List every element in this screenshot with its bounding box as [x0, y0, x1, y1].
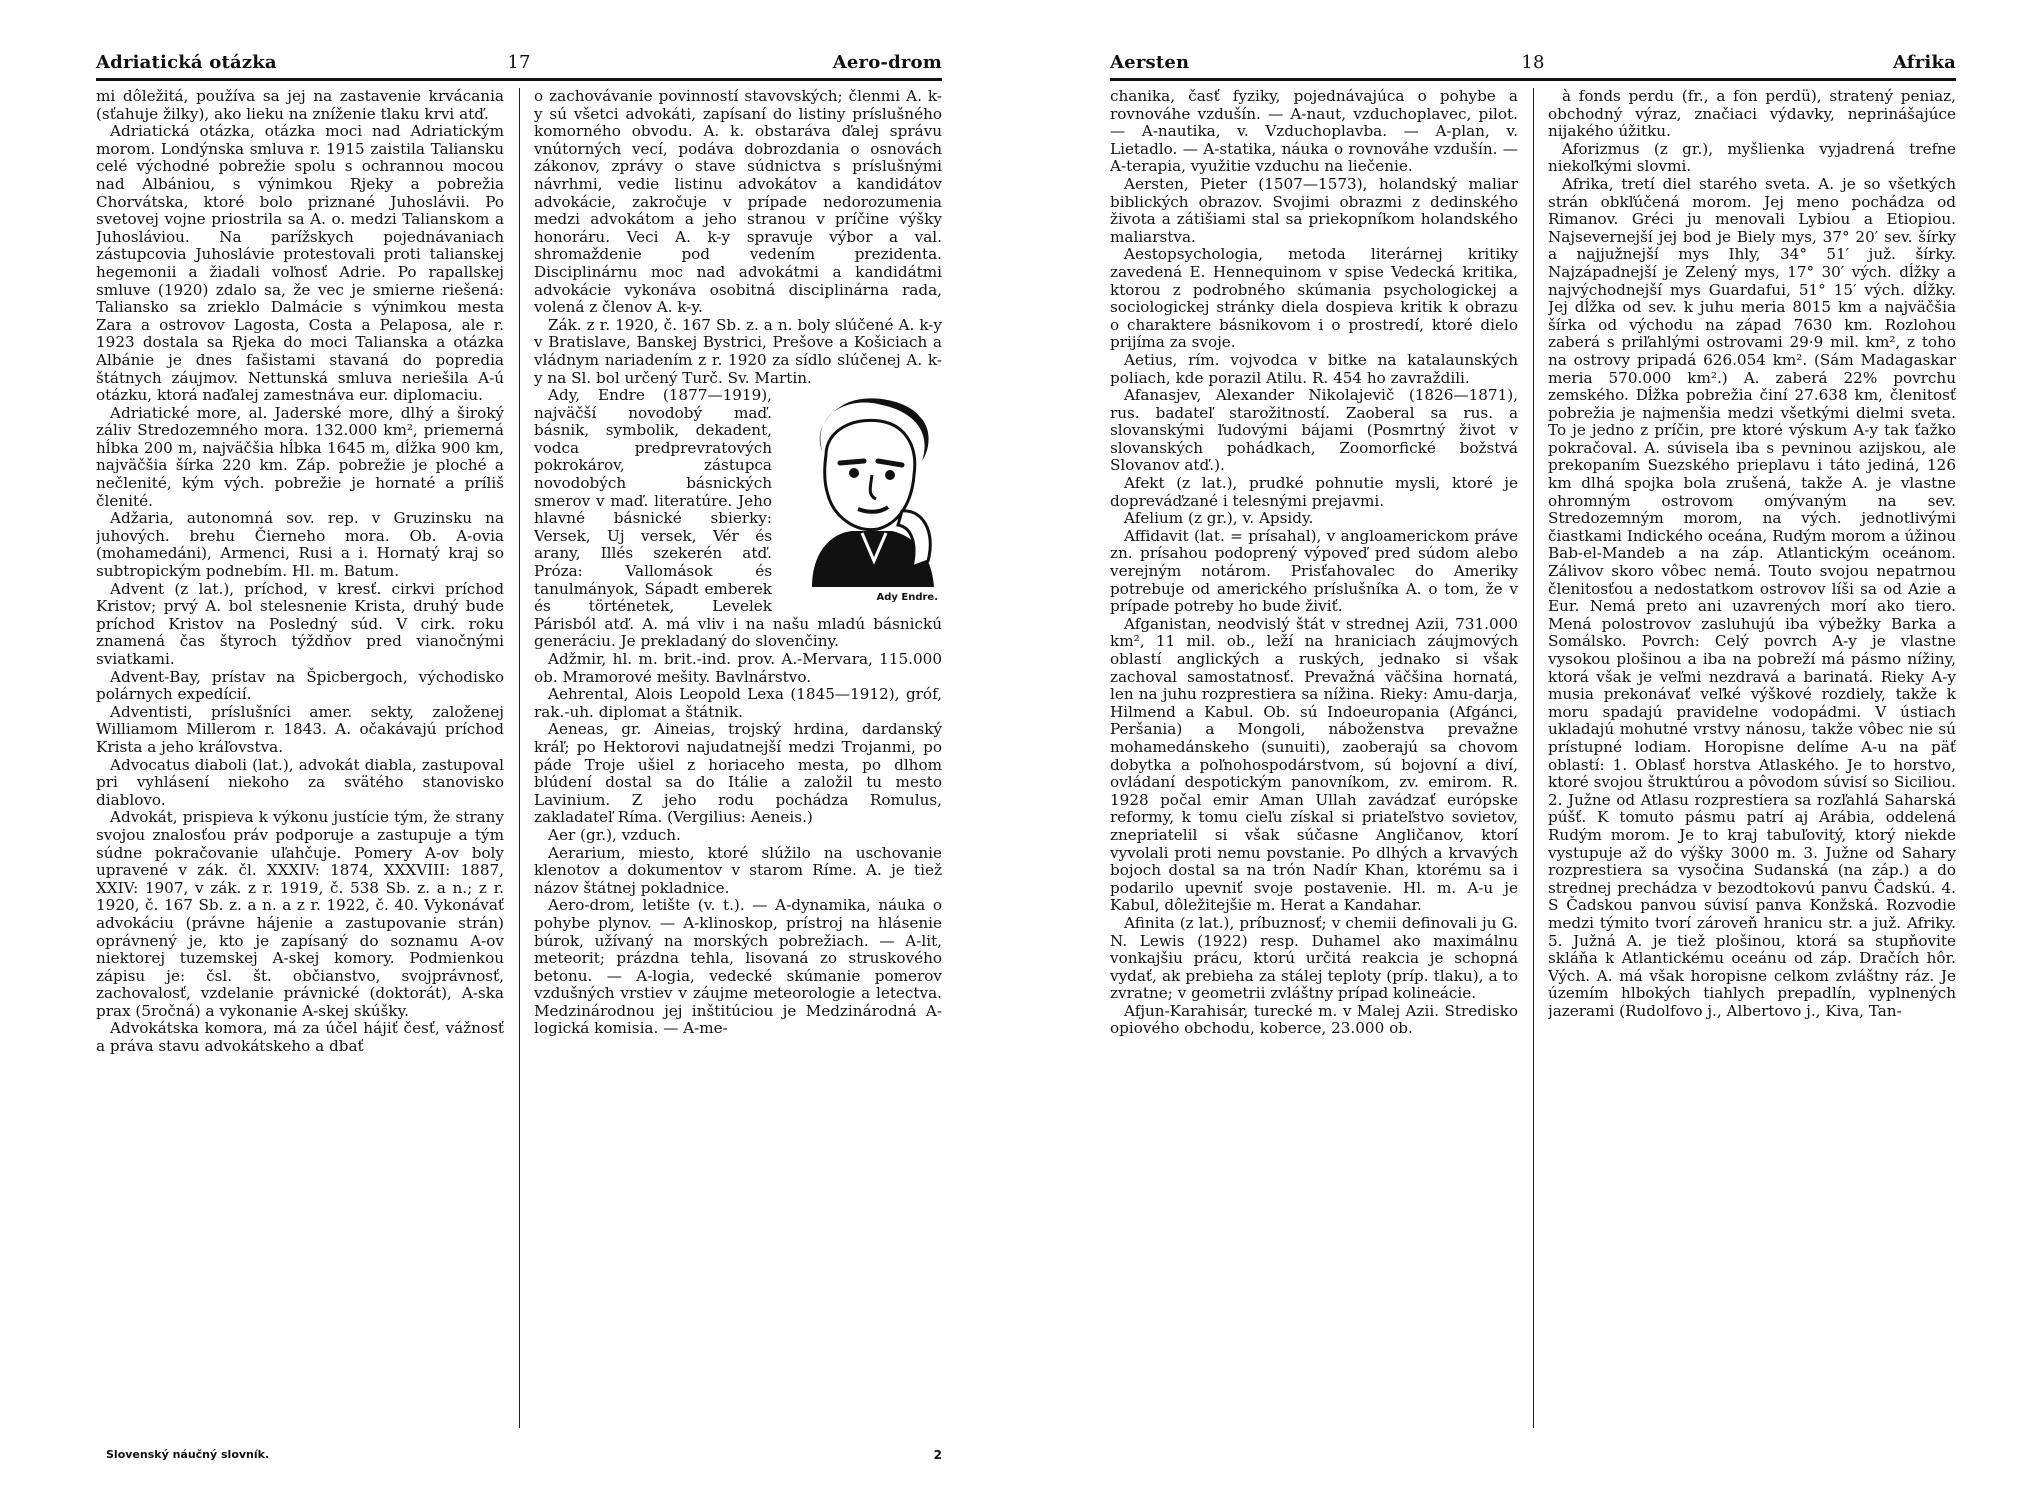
- portrait-caption: Ady Endre.: [876, 592, 938, 604]
- entry-adzmir: Adžmir, hl. m. brit.-ind. prov. A.-Mervara, 115.000 ob. Mramorové mešity. Bavlnárstvo.: [534, 650, 942, 686]
- text-columns: [1110, 88, 1956, 1468]
- running-head-right: Aero-drom: [832, 52, 942, 73]
- page-header: [96, 48, 942, 81]
- portrait-illustration: [782, 391, 942, 587]
- entry-aestopsychologia: Aestopsychologia, metoda literárnej kritiky zavedená E. Hennequinom v spise Vedecká kritika, ktorou z podrobného skúmania psychologickej a sociologickej stránky diela dospieva kritik k obrazu o charaktere básnikovom i o prostredí, ktoré dielo prijíma za svoje.: [1110, 245, 1518, 352]
- entry-zakon: Zák. z r. 1920, č. 167 Sb. z. a n. boly slúčené A. k-y v Bratislave, Banskej Bystrici, Prešove a Košiciach a vládnym nariadením z r. 1920 za sídlo slúčenej A. k-y na Sl. bol určený Turč. Sv. Martin.: [534, 315, 942, 387]
- entry-afekt: Afekt (z lat.), prudké pohnutie mysli, ktoré je dopreváďzané i telesnými prejavmi.: [1110, 474, 1518, 510]
- running-head-left: Adriatická otázka: [96, 52, 277, 73]
- entry-affidavit: Affidavit (lat. = prísahal), v angloamerickom práve zn. prísahou podoprený výpoveď pred súdom alebo verejným notárom. Prisťahovalec do Ameriky potrebuje od amerického príslušníka A. o tom, že v prípade potreby ho bude živiť.: [1110, 526, 1518, 616]
- entry-aer: Aer (gr.), vzduch.: [548, 825, 681, 844]
- entry-afelium: Afelium (z gr.), v. Apsidy.: [1124, 509, 1314, 528]
- column-2: [1548, 88, 1956, 1468]
- right-page: [1110, 48, 1956, 1468]
- entry-aersten: Aersten, Pieter (1507—1573), holandský maliar biblických obrazov. Svojimi obrazmi z dedinského života a zátišiami stal sa priekopníkom holandského maliarstva.: [1110, 174, 1518, 246]
- text-columns: [96, 88, 942, 1468]
- column-divider: [519, 88, 520, 1428]
- entry-aehrental: Aehrental, Alois Leopold Lexa (1845—1912), gróf, rak.-uh. diplomat a štátnik.: [534, 685, 942, 721]
- entry-aforizmus: Aforizmus (z gr.), myšlienka vyjadrená trefne niekoľkými slovmi.: [1548, 139, 1956, 176]
- entry-advocatus-diaboli: Advocatus diaboli (lat.), advokát diabla, zastupoval pri vyhlásení niekoho za svätého stanovisko diablovo.: [96, 755, 504, 809]
- entry-advent-bay: Advent-Bay, prístav na Špicbergoch, východisko polárnych expedícií.: [96, 667, 504, 704]
- entry-adriaticke-more: Adriatické more, al. Jaderské more, dlhý a široký záliv Stredozemného mora. 132.000 km², priemerná hĺbka 200 m, najväčšia hĺbka 1645 m, dĺžka 900 km, najväčšia šírka 220 km. Záp. pobrežie je ploché a nečlenité, kým vých. pobrežie je hornaté a príliš členité.: [96, 403, 504, 510]
- entry-afjun-karahisar: Afjun-Karahisár, turecké m. v Malej Azii. Stredisko opiového obchodu, koberce, 23.000 ob.: [1110, 1001, 1518, 1038]
- running-head-right: Afrika: [1892, 52, 1956, 73]
- entry-advokat: Advokát, prispieva k výkonu justície tým, že strany svojou znalosťou práv podporuje a zastupuje a tým súdne pokračovanie uľahčuje. Pomery A-ov boly upravené v zák. čl. XXXIV: 1874, XXXVIII: 1887, XXIV: 1907, v zák. z r. 1919, č. 538 Sb. z. a n.; z r. 1920, č. 167 Sb. z. a n. a z r. 1922, č. 40. Vykonávať advokáciu (právne hájenie a zastupovanie strán) oprávnený je, kto je zapísaný do soznamu A-ov niektorej tuzemskej A-skej komory. Podmienkou zápisu je: čsl. št. občianstvo, svojprávnosť, zachovalosť, vzdelanie právnické (doktorát), A-ska prax (5ročná) a vykonanie A-skej skúšky.: [96, 808, 504, 1020]
- entry-aetius: Aetius, rím. vojvodca v bitke na katalaunských poliach, kde porazil Atilu. R. 454 ho zavraždili.: [1110, 350, 1518, 387]
- running-head-left: Aersten: [1110, 52, 1190, 73]
- page-footer: [96, 1448, 942, 1464]
- left-page: [96, 48, 942, 1468]
- column-1: [96, 88, 504, 1468]
- ady-portrait: [782, 391, 942, 603]
- page-header: [1110, 48, 1956, 81]
- entry-afrika: Afrika, tretí diel starého sveta. A. je so všetkých strán obkľúčená morom. Jej meno pochádza od Rimanov. Gréci ju menovali Lybiou a Etiopiou. Najsevernejší jej bod je Biely mys, 37° 20′ sev. šírky a najjužnejší mys Ihly, 34° 51′ juž. šírky. Najzápadnejší je Zelený mys, 17° 30′ vých. dĺžky a najvýchodnejší mys Guardafui, 51° 15′ vých. dĺžky. Jej dĺžka od sev. k juhu meria 8015 km a najväčšia šírka od východu na západ 7630 km. Rozlohou zaberá s priľahlými ostrovami 29·9 mil. km², z toho na ostrovy pripadá 626.054 km². (Sám Madagaskar meria 570.000 km².) A. zaberá 22% povrchu zemského. Dĺžka pobrežia činí 27.638 km, členitosť pobrežia je najmenšia medzi všetkými dielmi sveta. To je jedno z príčin, pre ktoré výskum A-y tak ťažko pokračoval. A. súvisela iba s pevninou azijskou, ale prekopaním Suezského prieplavu i táto jediná, 126 km dlhá spojka bola zrušená, takže A. je vlastne ohromným ostrovom omývaným na sev. Stredozemným morom, na vých. jednotlivými čiastkami Indického oceána, Rudým morom a úžinou Bab-el-Mandeb a na záp. Atlantickým oceánom. Zálivov skoro vôbec nemá. Touto svojou nepatrnou členitosťou a nedostatkom ostrovov líši sa od Azie a Eur. Nemá preto ani uzavrených morí ako tiero. Mená polostrovov zasluhujú iba výbežky Barka a Somálsko. Povrch: Celý povrch A-y je vlastne vysokou plošinou a iba na pobreží má pásmo nížiny, ktorá však je veľmi nezdravá a barinatá. Rieky A-y musia prekonávať veľké výškové rozdiely, takže k moru spadajú pravidelne vodopádmi. V ústiach ukladajú mohutné vrstvy nánosu, takže vôbec nie sú prístupné lodiam. Horopisne delíme A-u na päť oblastí: 1. Oblasť horstva Atlaského. Je to horstvo, ktoré svojou štruktúrou a pôvodom súvisí so Siciliou. 2. Južne od Atlasu rozprestiera sa rozľahlá Saharská púšť. K tomuto pásmu patrí aj Arábia, oddelená Rudým morom. Je to kraj tabuľovitý, ktorý niekde vystupuje až do výšky 3000 m. 3. Južne od Sahary rozprestiera sa vysočina Sudanská (na záp.) a do strednej prechádza v bezodtokovú panvu Čadskú. 4. S Čadskou panvou súvisí panva Konžská. Rozvodie medzi týmito tvorí zároveň hranicu str. a juž. Afriky. 5. Južná A. je tiež plošinou, ktorá sa stupňovite skláňa k Atlantickému oceánu od záp. Dračích hôr. Vých. A. má však horopisne celkom zvláštny ráz. Je územím hlbokých tiahlych prepadlín, vyplnených jazerami (Rudolfovo j., Albertovo j., Kiva, Tan-: [1548, 174, 1956, 1020]
- entry-afinita: Afinita (z lat.), príbuznosť; v chemii definovali ju G. N. Lewis (1922) resp. Duhamel ako maximálnu vonkajšiu prácu, ktorú určitá reakcia je schopná vydať, ak prebieha za stálej teploty (príp. tlaku), a to zvratne; v geometrii zvláštny prípad kolineácie.: [1110, 913, 1518, 1003]
- signature-mark: 2: [933, 1448, 942, 1462]
- entry-aerarium: Aerarium, miesto, ktoré slúžilo na uschovanie klenotov a dokumentov v starom Ríme. A. je tiež názov štátnej pokladnice.: [534, 843, 942, 897]
- entry-ady: Ady, Endre (1877—1919), najväčší novodobý maď. básnik, symbolik, dekadent, vodca predprevratových pokrokárov, zástupca novodobých básnických smerov v maď. literatúre. Jeho hlavné básnické sbierky: Versek, Uj versek, Vér és arany, Illés szekerén atď. Próza: Vallomások és tanulmányok, Sápadt emberek és történetek, Levelek Párisból atď. A. má vliv i na našu mladú básnickú generáciu. Je prekladaný do slovenčiny.: [534, 386, 942, 651]
- entry-adventisti: Adventisti, príslušníci amer. sekty, založenej Williamom Millerom r. 1843. A. očakávajú príchod Krista a jeho kráľovstva.: [96, 702, 504, 756]
- entry-a-fonds-perdu: à fonds perdu (fr., a fon perdü), stratený peniaz, obchodný výraz, značiaci výdavky, neprinášajúce nijakého úžitku.: [1548, 88, 1956, 141]
- column-2: [534, 88, 942, 1468]
- entry-text: mi dôležitá, používa sa jej na zastavenie krvácania (sťahuje žilky), ako lieku na zníženie tlaku krvi atď.: [96, 88, 504, 123]
- footer-title: Slovenský náučný slovník.: [106, 1448, 270, 1461]
- entry-advokatska-komora: Advokátska komora, má za účel hájiť česť, vážnosť a práva stavu advokátskeho a dbať: [96, 1019, 504, 1056]
- column-divider: [1533, 88, 1534, 1428]
- page-number: 18: [1521, 52, 1545, 73]
- column-1: [1110, 88, 1518, 1468]
- entry-afganistan: Afganistan, neodvislý štát v strednej Azii, 731.000 km², 11 mil. ob., leží na hraniciach záujmových oblastí anglických a ruských, jednako si však zachoval samostatnosť. Prevažná väčšina hornatá, len na juhu rozprestiera sa nížina. Rieky: Amu-darja, Hilmend a Kabul. Ob. sú Indoeuropania (Afgánci, Peršania) a Mongoli, náboženstva prevažne mohamedánskeho (sunuiti), zaoberajú sa chovom dobytka a poľnohospodárstvom, sú bojovní a diví, ovládaní despotickým panovníkom, zv. emirom. R. 1928 počal emir Aman Ullah zavádzať európske reformy, k tomu cieľu získal si priateľstvo sovietov, znepriatelil si však súčasne Angličanov, ktorí vyvolali proti nemu povstanie. Po dlhých a krvavých bojoch dostal sa na trón Nadír Khan, ktorému sa i podarilo upevniť svoje postavenie. Hl. m. A-u je Kabul, dôležitejšie m. Herat a Kandahar.: [1110, 614, 1518, 915]
- entry-aero-drom: Aero-drom, letište (v. t.). — A-dynamika, náuka o pohybe plynov. — A-klinoskop, prístroj na hlásenie búrok, užívaný na morských pobrežiach. — A-lit, meteorit; prázdna tehla, lisovaná zo struskového betonu. — A-logia, vedecké skúmanie pomerov vzdušných vrstiev v záujme meteorologie a letectva. Medzinárodnou jej inštitúciou je Medzinárodná A-logická komisia. — A-me-: [534, 896, 942, 1038]
- entry-aeneas: Aeneas, gr. Aineias, trojský hrdina, dardanský kráľ; po Hektorovi najudatnejší medzi Trojanmi, po páde Troje ušiel z horiaceho mesta, po dlhom blúdení dostal sa do Itálie a založil tu mesto Lavinium. Z jeho rodu pochádza Romulus, zakladateľ Ríma. (Vergilius: Aeneis.): [534, 720, 942, 827]
- entry-text: chanika, časť fyziky, pojednávajúca o pohybe a rovnováhe vzdušín. — A-naut, vzduchoplavec, pilot. — A-nautika, v. Vzduchoplavba. — A-plan, v. Lietadlo. — A-statika, náuka o rovnováhe vzdušín. — A-terapia, využitie vzduchu na liečenie.: [1110, 88, 1518, 176]
- entry-text: o zachovávanie povinností stavovských; členmi A. k-y sú všetci advokáti, zapísaní do listiny príslušného komorného obvodu. A. k. obstaráva ďalej správu vnútorných vecí, podáva dobrozdania o osnovách zákonov, zprávy o stave súdnictva s príslušnými návrhmi, vedie listinu advokátov a kandidátov advokácie, zakročuje v prípade nedorozumenia medzi advokátom a jeho stranou v príčine výšky honoráru. Veci A. k-y spravuje výbor a val. shromaždenie pod vedením prezidenta. Disciplinárnu moc nad advokátmi a kandidátmi advokácie vykonáva osobitná disciplinárna rada, volená z členov A. k-y.: [534, 88, 942, 317]
- page-number: 17: [507, 52, 531, 73]
- entry-adzaria: Adžaria, autonomná sov. rep. v Gruzinsku na juhových. brehu Čierneho mora. Ob. A-ovia (mohamedáni), Armenci, Rusi a i. Hornatý kraj so subtropickým podnebím. Hl. m. Batum.: [96, 509, 504, 581]
- entry-adriaticka-otazka: Adriatická otázka, otázka moci nad Adriatickým morom. Londýnska smluva r. 1915 zaistila Taliansku celé východné pobrežie spolu s ochrannou mocou nad Albániou, s výnimkou Rjeky a pobrežia Chorvátska, ktoré bolo priznané Juhoslávii. Po svetovej vojne priostrila sa A. o. medzi Talianskom a Juhosláviou. Na parížskych pojednávaniach zástupcovia Juhoslávie protestovali proti talianskej hegemonii a žiadali voľnosť Adrie. Po rapallskej smluve (1920) zdalo sa, že vec je smierne riešená: Taliansko sa zrieklo Dalmácie s výnimkou mesta Zara a ostrovov Lagosta, Costa a Pelaposa, ale r. 1923 dostala sa Rjeka do moci Talianska a otázka Albánie je dnes fašistami stavaná do popredia štátnych záujmov. Nettunská smluva neriešila A-ú otázku, ktorá naďalej zamestnáva eur. diplomaciu.: [96, 122, 504, 405]
- entry-afanasjev: Afanasjev, Alexander Nikolajevič (1826—1871), rus. badateľ starožitností. Zaoberal sa rus. a slovanskými ľudovými bájami (Posmrtný život v slovanských pohádkach, Zoomorfické božstvá Slovanov atď.).: [1110, 386, 1518, 475]
- entry-advent: Advent (z lat.), príchod, v kresť. cirkvi príchod Kristov; prvý A. bol stelesnenie Krista, druhý bude príchod Kristov na Posledný súd. V cirk. roku znamená čas štyroch týždňov pred vianočnými sviatkami.: [96, 579, 504, 668]
